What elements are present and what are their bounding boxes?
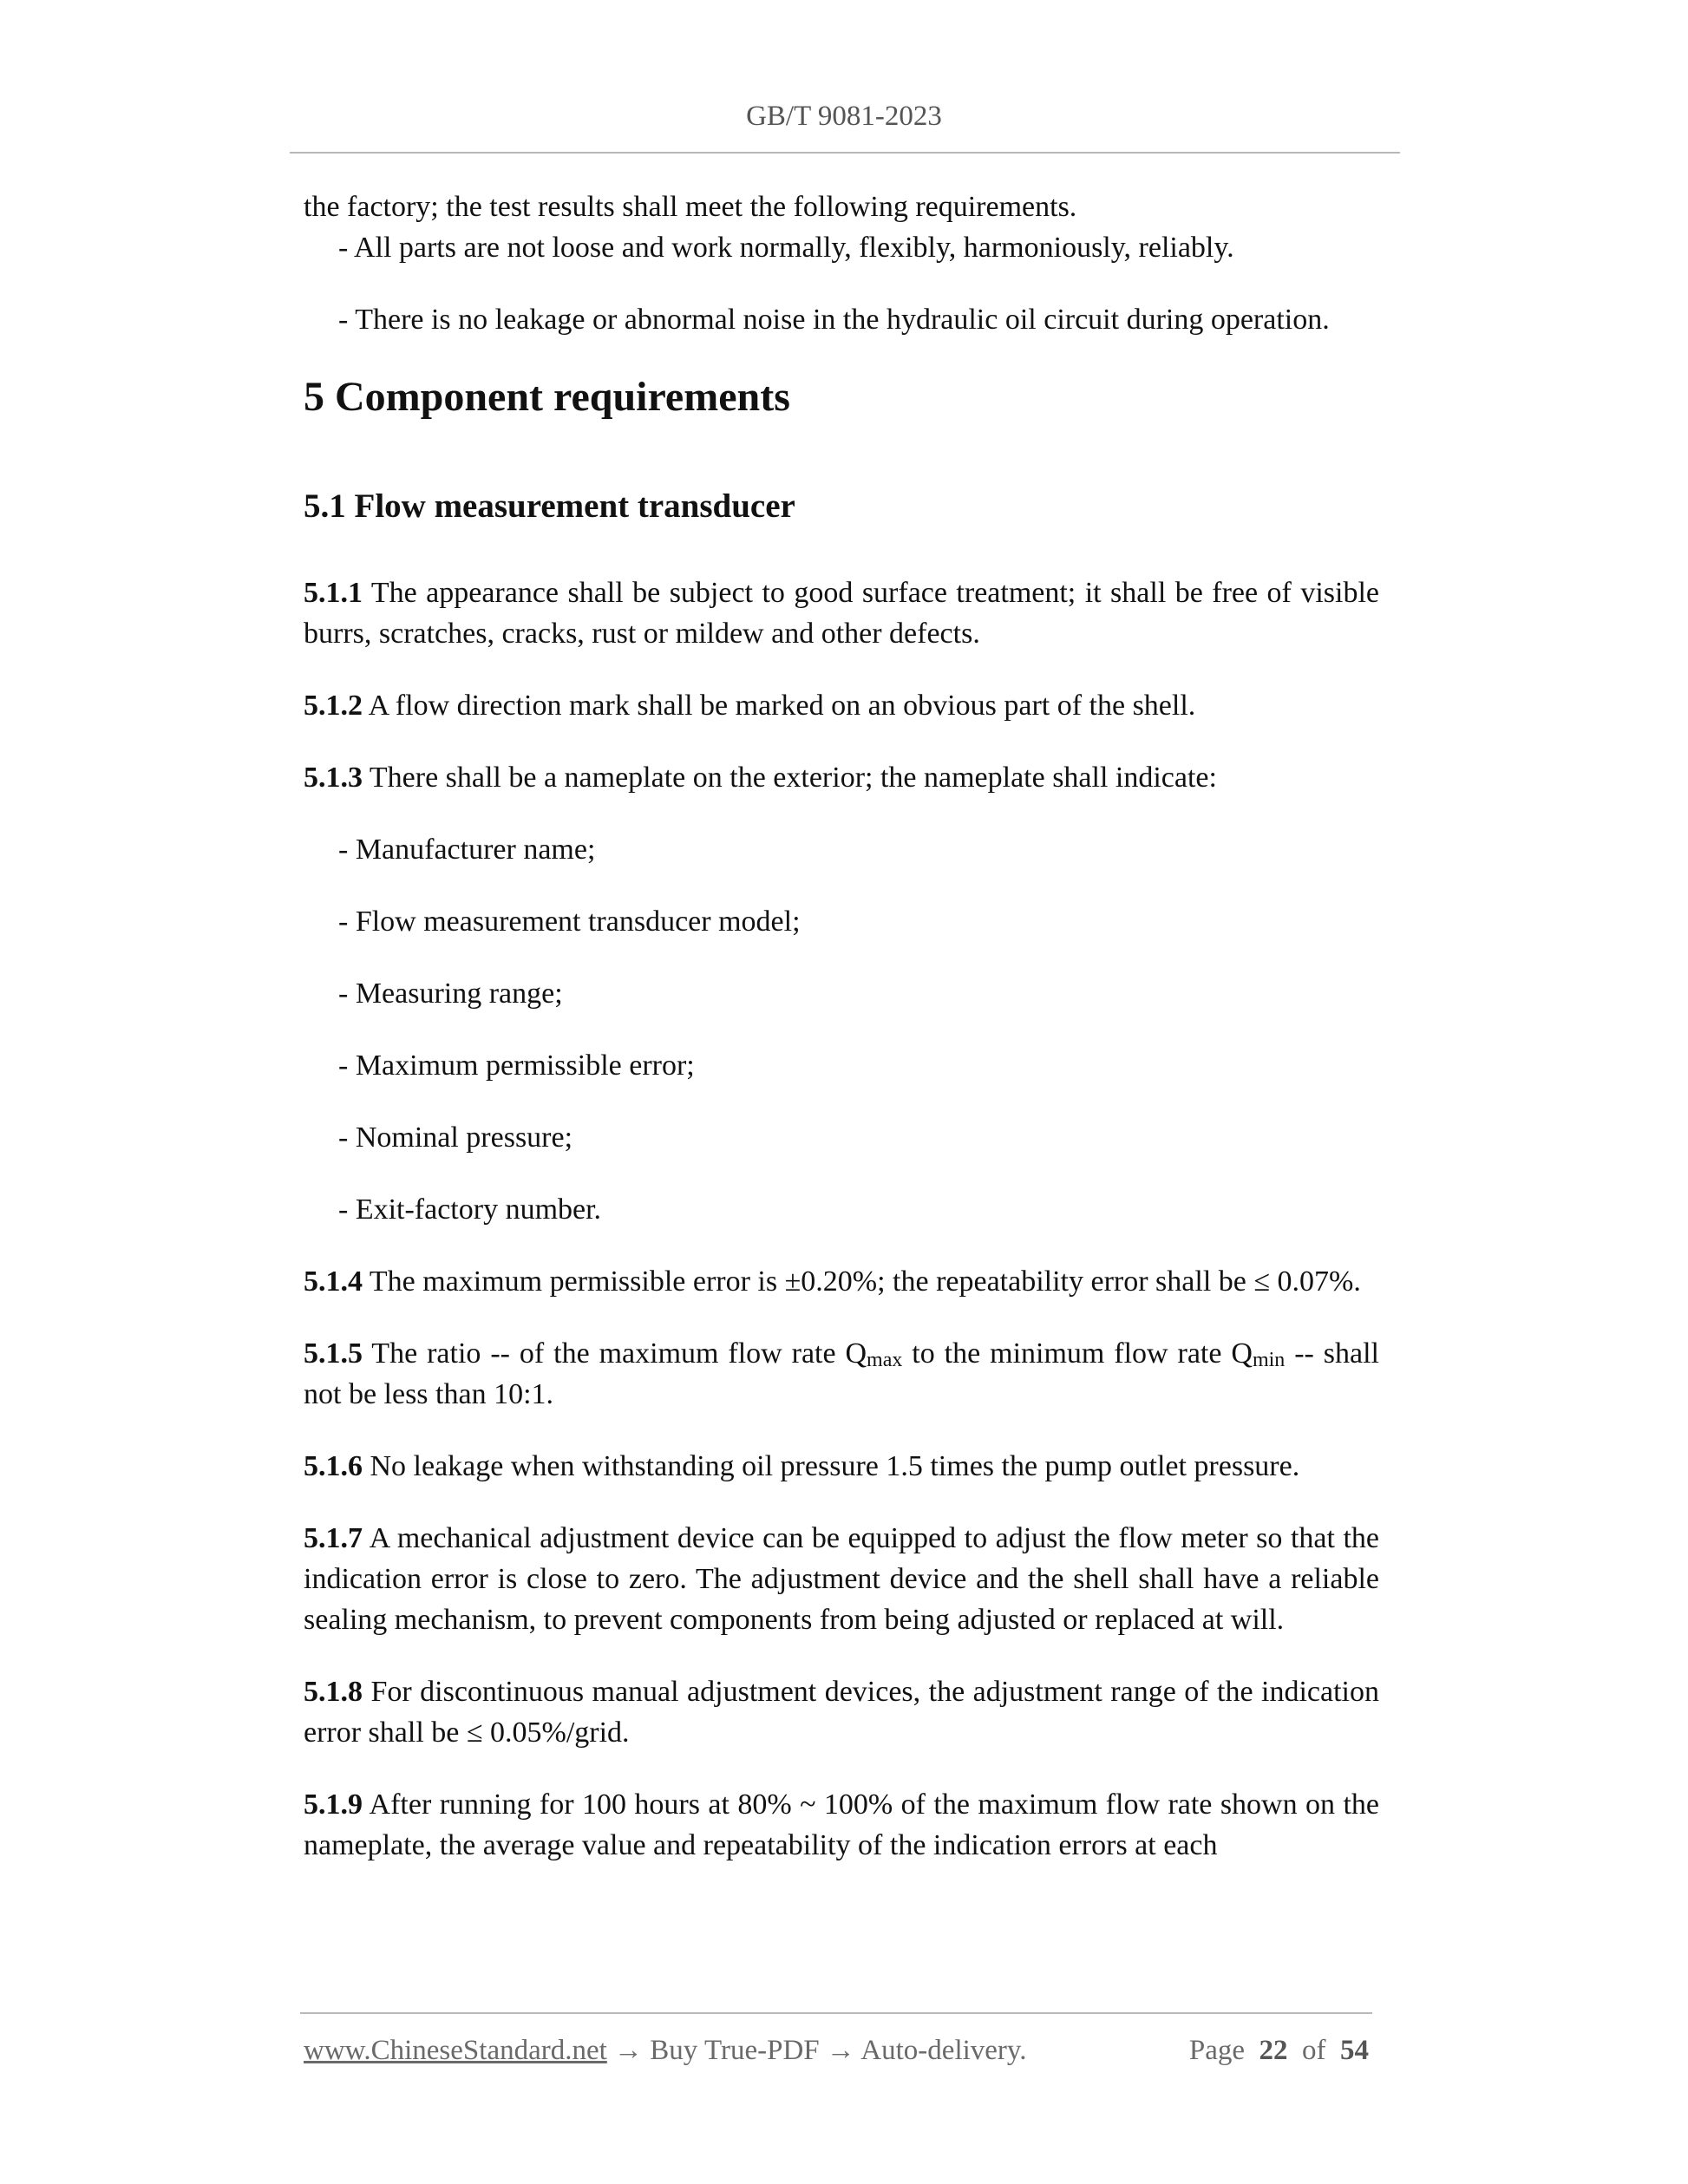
- clause-text: No leakage when withstanding oil pressure 1.5 times the pump outlet pressure.: [363, 1450, 1300, 1482]
- clause-5-1-6: [304, 1446, 1379, 1487]
- doc-code: GB/T 9081-2023: [746, 101, 942, 132]
- list-item: - Maximum permissible error;: [338, 1049, 695, 1082]
- clause-number: 5.1.9: [304, 1788, 363, 1821]
- section-heading: 5 Component requirements: [304, 374, 790, 420]
- list-item: - There is no leakage or abnormal noise in the hydraulic oil circuit during operation.: [338, 304, 1330, 336]
- clause-number: 5.1.8: [304, 1676, 363, 1708]
- clause-number: 5.1.6: [304, 1450, 363, 1482]
- clause-text: For discontinuous manual adjustment devices, the adjustment range of the indication error shall be ≤ 0.05%/grid.: [304, 1676, 1379, 1749]
- clause-text: A mechanical adjustment device can be equipped to adjust the flow meter so that the indication error is close to zero. The adjustment device and the shell shall have a reliable sealing mechanism, to prevent components from being adjusted or replaced at will.: [304, 1522, 1379, 1636]
- clause-number: 5.1.5: [304, 1337, 363, 1370]
- page-label: Page: [1188, 2035, 1245, 2066]
- subscript-max: max: [867, 1349, 903, 1371]
- clause-text: After running for 100 hours at 80% ~ 100% of the maximum flow rate shown on the nameplate, the average value and repeatability of the indication errors at each: [304, 1788, 1379, 1861]
- page-content: [304, 186, 1379, 1897]
- clause-number: 5.1.3: [304, 762, 363, 794]
- clause-5-1-7: [304, 1518, 1379, 1640]
- clause-5-1-5: [304, 1333, 1379, 1415]
- clause-5-1-2: [304, 685, 1379, 726]
- clause-text: -- shall not be less than 10:1.: [304, 1337, 1379, 1410]
- subscript-min: min: [1252, 1349, 1286, 1371]
- list-item: - Exit-factory number.: [338, 1193, 602, 1226]
- site-link[interactable]: www.ChineseStandard.net: [304, 2035, 607, 2066]
- clause-text: The appearance shall be subject to good surface treatment; it shall be free of visible burrs, scratches, cracks, rust or mildew and other defects.: [304, 577, 1379, 650]
- promo-text: → Buy True-PDF → Auto-delivery.: [606, 2035, 1027, 2066]
- clause-text: The ratio -- of the maximum flow rate Q: [363, 1337, 867, 1370]
- page-header: [0, 97, 1688, 135]
- footer-divider: [300, 2012, 1372, 2014]
- list-item: - All parts are not loose and work normally, flexibly, harmoniously, reliably.: [338, 232, 1234, 264]
- header-divider: [290, 152, 1400, 154]
- clause-number: 5.1.4: [304, 1265, 363, 1298]
- clause-5-1-9: [304, 1784, 1379, 1866]
- list-item: - Manufacturer name;: [338, 834, 596, 866]
- list-item: - Nominal pressure;: [338, 1121, 573, 1154]
- clause-text: A flow direction mark shall be marked on an obvious part of the shell.: [363, 690, 1196, 722]
- subsection-heading: 5.1 Flow measurement transducer: [304, 487, 795, 525]
- footer-promo: [304, 2031, 1027, 2070]
- clause-5-1-4: [304, 1261, 1379, 1302]
- clause-text: The maximum permissible error is ±0.20%; the repeatability error shall be ≤ 0.07%.: [363, 1265, 1361, 1298]
- clause-5-1-8: [304, 1671, 1379, 1753]
- page-total: 54: [1340, 2035, 1369, 2066]
- clause-text: There shall be a nameplate on the exterior; the nameplate shall indicate:: [363, 762, 1217, 794]
- page-number: 22: [1259, 2035, 1288, 2066]
- page-indicator: [1189, 2031, 1369, 2070]
- clause-text: to the minimum flow rate Q: [902, 1337, 1253, 1370]
- clause-number: 5.1.7: [304, 1522, 363, 1554]
- clause-5-1-3: [304, 757, 1379, 798]
- list-item: - Flow measurement transducer model;: [338, 906, 801, 938]
- clause-5-1-1: [304, 572, 1379, 654]
- clause-number: 5.1.1: [304, 577, 363, 609]
- continuation-paragraph: the factory; the test results shall meet the following requirements.: [304, 191, 1077, 223]
- list-item: - Measuring range;: [338, 978, 563, 1010]
- of-label: of: [1302, 2035, 1326, 2066]
- clause-number: 5.1.2: [304, 690, 363, 722]
